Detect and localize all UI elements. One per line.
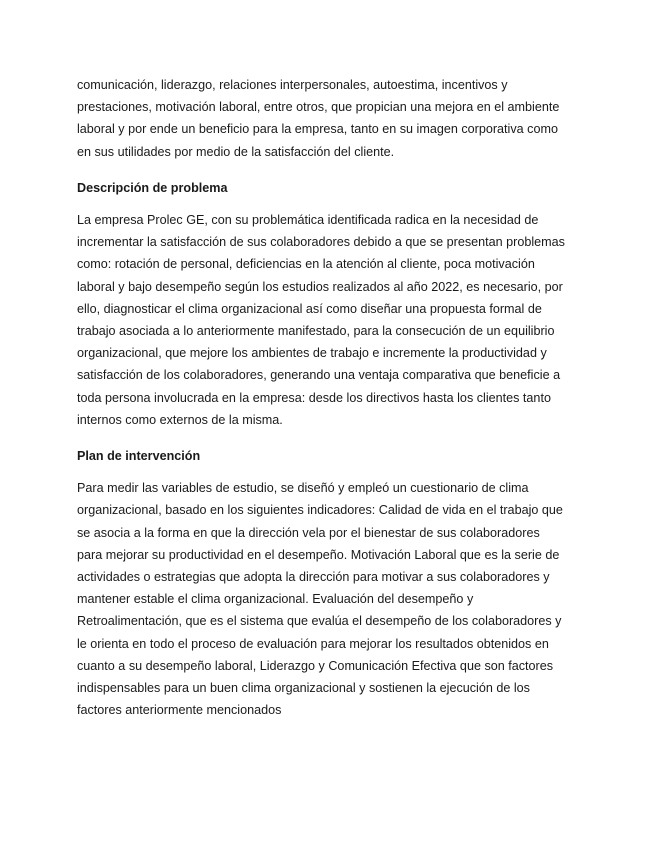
paragraph-line: toda persona involucrada en la empresa: desde los directivos hasta los clientes tanto [77, 390, 551, 405]
plan-heading: Plan de intervención [77, 449, 201, 464]
paragraph-line: comunicación, liderazgo, relaciones interpersonales, autoestima, incentivos y [77, 78, 508, 92]
intro-paragraph [77, 74, 582, 163]
paragraph-line: trabajo asociada a lo anteriormente manifestado, para la consecución de un equilibrio [77, 324, 555, 339]
paragraph-line: indispensables para un buen clima organizacional y sostienen la ejecución de los [77, 681, 530, 696]
problem-paragraph [77, 209, 582, 431]
paragraph-line: laboral y por ende un beneficio para la empresa, tanto en su imagen corporativa como [77, 122, 558, 137]
paragraph-line: se asocia a la forma en que la dirección vela por el bienestar de sus colaboradores [77, 525, 540, 540]
paragraph-line: Para medir las variables de estudio, se diseñó y empleó un cuestionario de clima [77, 481, 529, 496]
document-page [77, 74, 582, 721]
paragraph-line: internos como externos de la misma. [77, 412, 283, 427]
paragraph-line: satisfacción de los colaboradores, generando una ventaja comparativa que beneficie a [77, 368, 561, 383]
paragraph-line: organizacional, que mejore los ambientes de trabajo e incremente la productividad y [77, 346, 547, 361]
paragraph-line: le orienta en todo el proceso de evaluación para mejorar los resultados obtenidos en [77, 636, 549, 651]
paragraph-line: actividades o estrategias que adopta la dirección para motivar a sus colaboradores y [77, 570, 550, 585]
paragraph-line: para mejorar su productividad en el desempeño. Motivación Laboral que es la serie de [77, 547, 560, 562]
paragraph-line: La empresa Prolec GE, con su problemática identificada radica en la necesidad de [77, 213, 539, 228]
paragraph-line: como: rotación de personal, deficiencias en la atención al cliente, poca motivación [77, 257, 535, 272]
plan-paragraph [77, 477, 582, 721]
paragraph-line: en sus utilidades por medio de la satisfacción del cliente. [77, 144, 395, 159]
paragraph-line: ello, diagnosticar el clima organizacional así como diseñar una propuesta formal de [77, 301, 542, 316]
paragraph-line: factores anteriormente mencionados [77, 703, 282, 718]
paragraph-line: organizacional, basado en los siguientes indicadores: Calidad de vida en el trabajo que [77, 503, 563, 518]
paragraph-line: incrementar la satisfacción de sus colaboradores debido a que se presentan problemas [77, 235, 565, 250]
paragraph-line: prestaciones, motivación laboral, entre otros, que propician una mejora en el ambiente [77, 100, 560, 115]
problem-heading: Descripción de problema [77, 180, 228, 195]
paragraph-line: laboral y bajo desempeño según los estudios realizados al año 2022, es necesario, por [77, 279, 563, 294]
paragraph-line: mantener estable el clima organizacional. Evaluación del desempeño y [77, 592, 474, 607]
paragraph-line: cuanto a su desempeño laboral, Liderazgo y Comunicación Efectiva que son factores [77, 658, 554, 673]
paragraph-line: Retroalimentación, que es el sistema que evalúa el desempeño de los colaboradores y [77, 614, 562, 629]
